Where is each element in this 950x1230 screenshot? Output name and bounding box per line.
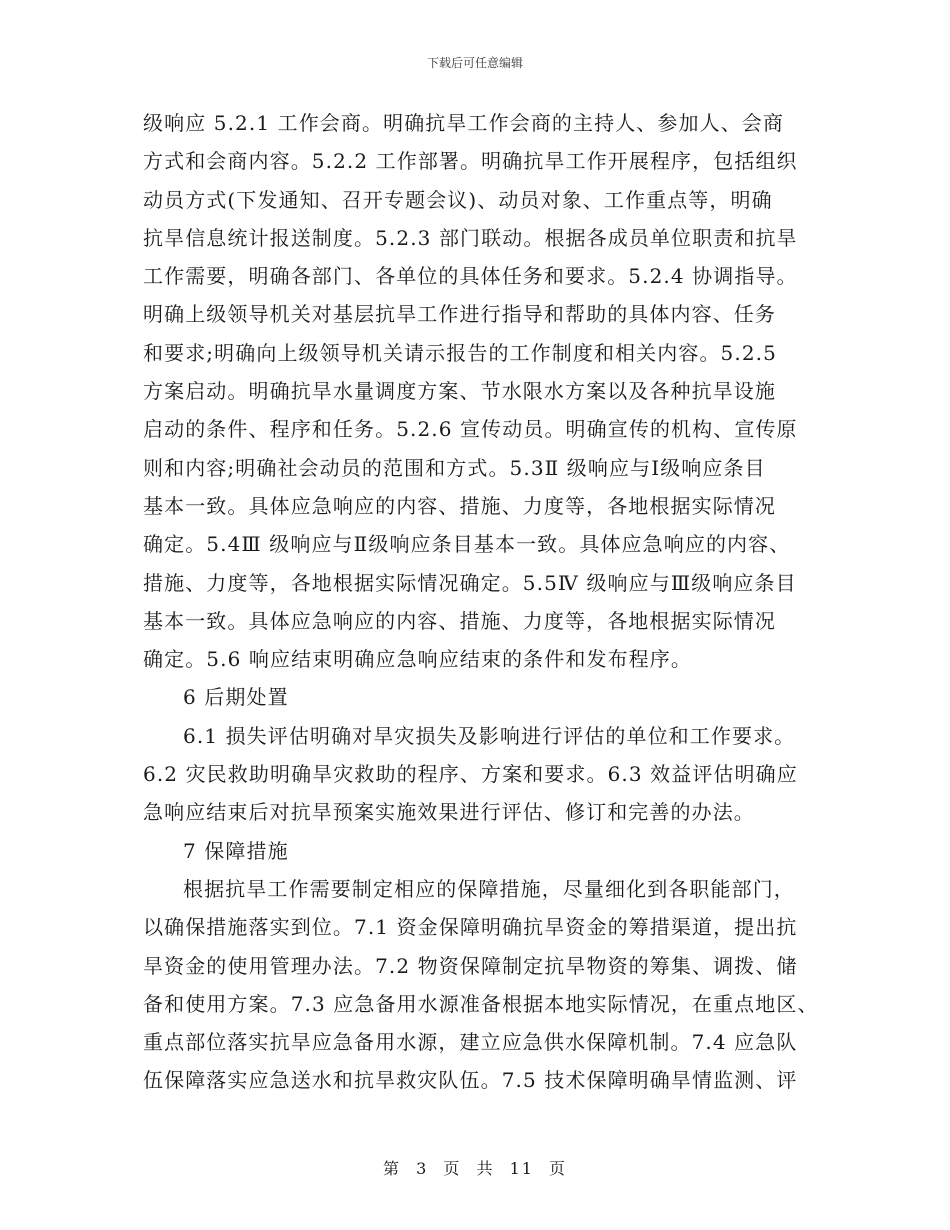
footer-label-total: 共 xyxy=(476,1159,495,1178)
footer-label-page: 第 xyxy=(382,1159,401,1178)
text-line: 级响应 5.2.1 工作会商。明确抗旱工作会商的主持人、参加人、会商 xyxy=(143,111,785,135)
text-line: 以确保措施落实到位。7.1 资金保障明确抗旱资金的筹措渠道，提出抗 xyxy=(143,915,798,940)
text-line: 方式和会商内容。5.2.2 工作部署。明确抗旱工作开展程序，包括组织 xyxy=(143,149,798,174)
text-line: 旱资金的使用管理办法。7.2 物资保障制定抗旱物资的筹集、调拨、储 xyxy=(143,953,798,978)
text-line: 确定。5.4Ⅲ 级响应与Ⅱ级响应条目基本一致。具体应急响应的内容、 xyxy=(143,532,791,557)
text-line: 抗旱信息统计报送制度。5.2.3 部门联动。根据各成员单位职责和抗旱 xyxy=(143,225,798,250)
text-line: 确定。5.6 响应结束明确应急响应结束的条件和发布程序。 xyxy=(143,647,692,672)
text-line: 方案启动。明确抗旱水量调度方案、节水限水方案以及各种抗旱设施 xyxy=(143,379,776,404)
text-line: 明确上级领导机关对基层抗旱工作进行指导和帮助的具体内容、任务 xyxy=(143,302,776,327)
text-line: 措施、力度等，各地根据实际情况确定。5.5Ⅳ 级响应与Ⅲ级响应条目 xyxy=(143,570,797,595)
text-line: 动员方式(下发通知、召开专题会议)、动员对象、工作重点等，明确 xyxy=(143,187,773,212)
footer-label-unit-end: 页 xyxy=(549,1159,568,1178)
footer-total-pages: 11 xyxy=(509,1159,534,1178)
text-line: 根据抗旱工作需要制定相应的保障措施，尽量细化到各职能部门， xyxy=(183,876,795,901)
text-line: 急响应结束后对抗旱预案实施效果进行评估、修订和完善的办法。 xyxy=(143,800,755,825)
page-header: 下载后可任意编辑 xyxy=(426,56,523,70)
text-line: 6.1 损失评估明确对旱灾损失及影响进行评估的单位和工作要求。 xyxy=(183,723,796,748)
text-line: 重点部位落实抗旱应急备用水源，建立应急供水保障机制。7.4 应急队 xyxy=(143,1030,798,1055)
footer-label-unit: 页 xyxy=(443,1159,462,1178)
footer-current-page: 3 xyxy=(416,1159,429,1178)
text-line: 则和内容;明确社会动员的范围和方式。5.3Ⅱ 级响应与Ⅰ级响应条目 xyxy=(143,455,766,480)
text-line: 基本一致。具体应急响应的内容、措施、力度等，各地根据实际情况 xyxy=(143,608,776,633)
text-line: 和要求;明确向上级领导机关请示报告的工作制度和相关内容。5.2.5 xyxy=(143,340,777,365)
text-line: 基本一致。具体应急响应的内容、措施、力度等，各地根据实际情况 xyxy=(143,493,776,518)
section-heading: 6 后期处置 xyxy=(183,685,289,710)
page-footer xyxy=(0,1156,950,1179)
text-line: 备和使用方案。7.3 应急备用水源准备根据本地实际情况，在重点地区、 xyxy=(143,991,819,1016)
text-line: 6.2 灾民救助明确旱灾救助的程序、方案和要求。6.3 效益评估明确应 xyxy=(143,762,798,787)
section-heading: 7 保障措施 xyxy=(183,838,289,863)
document-body xyxy=(143,104,818,1100)
text-line: 工作需要，明确各部门、各单位的具体任务和要求。5.2.4 协调指导。 xyxy=(143,264,798,289)
text-line: 启动的条件、程序和任务。5.2.6 宣传动员。明确宣传的机构、宣传原 xyxy=(143,417,798,442)
text-line: 伍保障落实应急送水和抗旱救灾队伍。7.5 技术保障明确旱情监测、评 xyxy=(143,1068,798,1093)
